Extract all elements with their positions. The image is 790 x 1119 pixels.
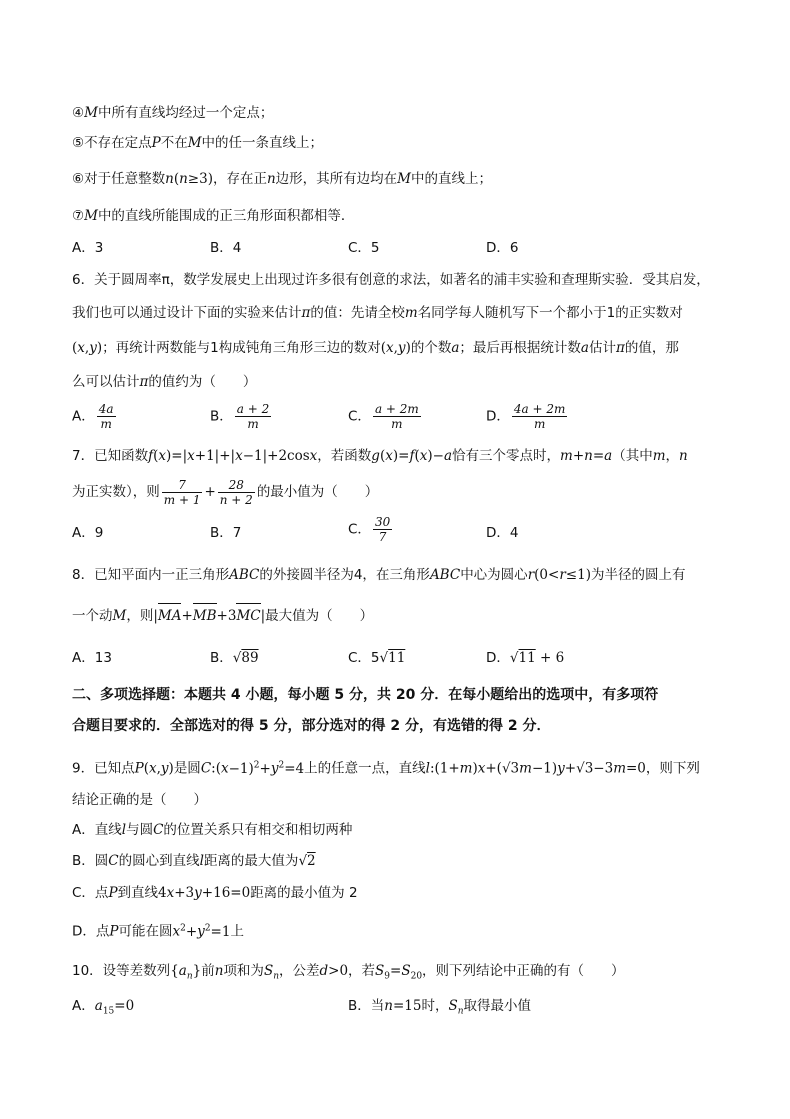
q6-line-4: 么可以估计π的值约为（ ） xyxy=(72,374,257,390)
q5-option-d: D．6 xyxy=(486,240,519,256)
q8-option-a: A．13 xyxy=(72,650,112,666)
q6-option-b: B． $\frac{a + 2}{m}$ xyxy=(210,402,270,431)
q10-option-b: B．当n=15时，$S_n$取得最小值 xyxy=(348,998,532,1017)
q7-line-2: 为正实数），则 $\frac{7}{m + 1}$ + $\frac{28}{n + 2}$ 的最小值为（ ） xyxy=(72,477,379,507)
q8-option-c: C．5√11 xyxy=(348,650,406,666)
q5-option-b: B．4 xyxy=(210,240,242,256)
q6-option-d: D． $\frac{4a + 2m}{m}$ xyxy=(486,402,566,431)
q5-statement-4: ④M中所有直线均经过一个定点； xyxy=(72,105,274,121)
q9-line-1: 9．已知点P(x,y)是圆$C:(x-1)^2+y^2=4$上的任意一点，直线l:(1+m)x+(√3m−1)y+√3−3m=0，则下列 xyxy=(72,760,700,777)
q9-option-d: D．点P可能在圆$x^2+y^2=1$上 xyxy=(72,923,244,940)
q7-option-a: A．9 xyxy=(72,525,104,541)
q9-option-a: A．直线l与圆C的位置关系只有相交和相切两种 xyxy=(72,822,353,838)
q6-line-1: 6．关于圆周率π，数学发展史上出现过许多很有创意的求法，如著名的浦丰实验和查理斯实验．受其启发， xyxy=(72,272,710,288)
q8-line-1: 8．已知平面内一正三角形ABC的外接圆半径为4，在三角形ABC中心为圆心r(0<r≤1)为半径的圆上有 xyxy=(72,567,686,583)
q6-option-c: C． $\frac{a + 2m}{m}$ xyxy=(348,402,419,431)
q6-line-3: (x,y)；再统计两数能与1构成钝角三角形三边的数对(x,y)的个数a；最后再根据统计数a估计π的值，那 xyxy=(72,340,679,356)
q9-option-b: B．圆C的圆心到直线l距离的最大值为√2 xyxy=(72,853,316,869)
q10-option-a: A．$a_{15}=0$ xyxy=(72,998,135,1017)
q5-statement-5: ⑤不存在定点P不在M中的任一条直线上； xyxy=(72,135,324,151)
q6-line-2: 我们也可以通过设计下面的实验来估计π的值：先请全校m名同学每人随机写下一个都小于1的正实数对 xyxy=(72,305,683,321)
q6-option-a: A． $\frac{4a}{m}$ xyxy=(72,402,114,431)
q5-option-a: A．3 xyxy=(72,240,104,256)
q7-option-c: C． $\frac{30}{7}$ xyxy=(348,515,391,544)
q7-line-1: 7．已知函数f(x)=|x+1|+|x−1|+2cosx，若函数g(x)=f(x)−a恰有三个零点时，m+n=a（其中m，n xyxy=(72,448,688,464)
q8-line-2: 一个动M，则|MA+MB+3MC|最大值为（ ） xyxy=(72,608,374,624)
q8-option-d: D．√11 + 6 xyxy=(486,650,565,666)
section-2-heading-line-2: 合题目要求的．全部选对的得 5 分，部分选对的得 2 分，有选错的得 2 分． xyxy=(72,718,551,734)
q5-statement-6: ⑥对于任意整数n(n≥3)，存在正n边形，其所有边均在M中的直线上； xyxy=(72,171,492,187)
q7-option-d: D．4 xyxy=(486,525,519,541)
q5-statement-7: ⑦M中的直线所能围成的正三角形面积都相等． xyxy=(72,208,355,224)
q7-option-b: B．7 xyxy=(210,525,242,541)
section-2-heading-line-1: 二、多项选择题：本题共 4 小题，每小题 5 分，共 20 分．在每小题给出的选项中，有多项符 xyxy=(72,687,659,703)
q9-line-2: 结论正确的是（ ） xyxy=(72,792,207,808)
q9-option-c: C．点P到直线4x+3y+16=0距离的最小值为 2 xyxy=(72,885,358,901)
q5-option-c: C．5 xyxy=(348,240,380,256)
q8-option-b: B．√89 xyxy=(210,650,259,666)
q10-line-1: 10．设等差数列$\{a_n\}$前n项和为$S_n$，公差d>0，若$S_9=S_{20}$，则下列结论中正确的有（ ） xyxy=(72,963,625,982)
